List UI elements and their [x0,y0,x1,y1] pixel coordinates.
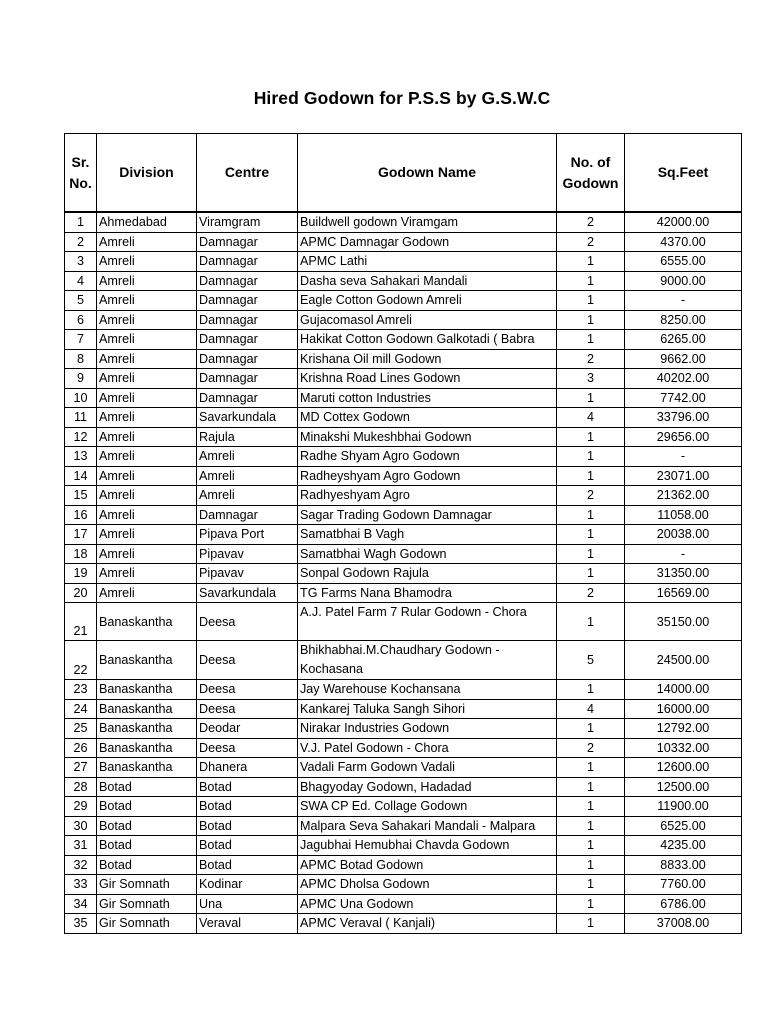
cell-godown-name: TG Farms Nana Bhamodra [298,583,557,603]
cell-sq-feet: 9662.00 [625,349,742,369]
header-sr-no: Sr. No. [65,134,97,213]
table-row [65,875,742,895]
cell-centre: Damnagar [197,505,298,525]
table-row [65,271,742,291]
cell-centre: Deesa [197,699,298,719]
cell-no-of-godown: 1 [557,505,625,525]
cell-division: Amreli [97,525,197,545]
cell-sq-feet: 33796.00 [625,408,742,428]
cell-no-of-godown: 1 [557,855,625,875]
cell-sr-no: 23 [65,680,97,700]
cell-godown-name: V.J. Patel Godown - Chora [298,738,557,758]
cell-sq-feet: 29656.00 [625,427,742,447]
table-row [65,447,742,467]
cell-centre: Savarkundala [197,408,298,428]
cell-division: Botad [97,777,197,797]
cell-sq-feet: - [625,291,742,311]
table-row [65,777,742,797]
cell-centre: Deesa [197,738,298,758]
cell-sr-no: 17 [65,525,97,545]
cell-godown-name: Krishana Oil mill Godown [298,349,557,369]
cell-no-of-godown: 1 [557,758,625,778]
cell-centre: Damnagar [197,388,298,408]
cell-sr-no: 20 [65,583,97,603]
cell-division: Gir Somnath [97,875,197,895]
cell-sr-no: 26 [65,738,97,758]
cell-godown-name: Minakshi Mukeshbhai Godown [298,427,557,447]
table-row [65,719,742,739]
cell-sr-no: 13 [65,447,97,467]
cell-sr-no: 33 [65,875,97,895]
cell-godown-name: SWA CP Ed. Collage Godown [298,797,557,817]
cell-godown-name: Sagar Trading Godown Damnagar [298,505,557,525]
cell-sq-feet: 14000.00 [625,680,742,700]
cell-no-of-godown: 1 [557,330,625,350]
cell-sr-no: 25 [65,719,97,739]
cell-no-of-godown: 1 [557,603,625,641]
cell-division: Amreli [97,505,197,525]
cell-sq-feet: 21362.00 [625,486,742,506]
cell-no-of-godown: 1 [557,816,625,836]
cell-no-of-godown: 1 [557,466,625,486]
cell-sq-feet: 12500.00 [625,777,742,797]
table-row [65,486,742,506]
cell-no-of-godown: 4 [557,408,625,428]
cell-godown-name: Dasha seva Sahakari Mandali [298,271,557,291]
cell-no-of-godown: 1 [557,525,625,545]
cell-centre: Deesa [197,603,298,641]
table-row [65,603,742,641]
cell-sq-feet: 6525.00 [625,816,742,836]
cell-division: Amreli [97,271,197,291]
cell-godown-name: Malpara Seva Sahakari Mandali - Malpara [298,816,557,836]
cell-division: Amreli [97,408,197,428]
cell-centre: Botad [197,816,298,836]
cell-division: Botad [97,797,197,817]
cell-godown-name: Kankarej Taluka Sangh Sihori [298,699,557,719]
cell-centre: Damnagar [197,252,298,272]
cell-godown-name: APMC Botad Godown [298,855,557,875]
table-row [65,525,742,545]
table-row [65,388,742,408]
cell-sq-feet: 6265.00 [625,330,742,350]
cell-division: Amreli [97,583,197,603]
cell-no-of-godown: 2 [557,738,625,758]
cell-centre: Damnagar [197,232,298,252]
cell-centre: Pipava Port [197,525,298,545]
cell-no-of-godown: 1 [557,544,625,564]
table-row [65,330,742,350]
cell-sq-feet: 7742.00 [625,388,742,408]
cell-no-of-godown: 1 [557,291,625,311]
godown-table [64,133,742,934]
table-row [65,699,742,719]
header-sq-feet: Sq.Feet [625,134,742,213]
table-row [65,738,742,758]
table-row [65,252,742,272]
cell-sq-feet: 12600.00 [625,758,742,778]
cell-centre: Veraval [197,914,298,934]
table-row [65,544,742,564]
cell-sr-no: 10 [65,388,97,408]
cell-centre: Damnagar [197,291,298,311]
cell-centre: Dhanera [197,758,298,778]
cell-godown-name: Eagle Cotton Godown Amreli [298,291,557,311]
cell-division: Banaskantha [97,641,197,680]
cell-sr-no: 35 [65,914,97,934]
cell-sr-no: 32 [65,855,97,875]
cell-division: Amreli [97,447,197,467]
cell-no-of-godown: 1 [557,680,625,700]
cell-sr-no: 9 [65,369,97,389]
cell-division: Amreli [97,388,197,408]
cell-sr-no: 7 [65,330,97,350]
cell-godown-name: APMC Damnagar Godown [298,232,557,252]
table-row [65,797,742,817]
table-row [65,564,742,584]
header-row [65,134,742,213]
cell-no-of-godown: 1 [557,797,625,817]
cell-sr-no: 4 [65,271,97,291]
table-body [65,212,742,933]
cell-sq-feet: 23071.00 [625,466,742,486]
cell-sq-feet: - [625,544,742,564]
table-row [65,232,742,252]
cell-sr-no: 11 [65,408,97,428]
cell-no-of-godown: 1 [557,564,625,584]
cell-centre: Pipavav [197,544,298,564]
cell-sq-feet: 20038.00 [625,525,742,545]
cell-sr-no: 12 [65,427,97,447]
cell-no-of-godown: 5 [557,641,625,680]
cell-centre: Rajula [197,427,298,447]
cell-godown-name: Bhagyoday Godown, Hadadad [298,777,557,797]
cell-sq-feet: 40202.00 [625,369,742,389]
cell-sr-no: 24 [65,699,97,719]
cell-sr-no: 15 [65,486,97,506]
table-row [65,310,742,330]
table-row [65,291,742,311]
cell-sr-no: 28 [65,777,97,797]
cell-godown-name: Radheyshyam Agro Godown [298,466,557,486]
header-centre: Centre [197,134,298,213]
cell-godown-name: Jay Warehouse Kochansana [298,680,557,700]
table-row [65,914,742,934]
cell-division: Banaskantha [97,699,197,719]
cell-division: Gir Somnath [97,914,197,934]
cell-division: Amreli [97,252,197,272]
cell-centre: Damnagar [197,330,298,350]
cell-sr-no: 18 [65,544,97,564]
cell-centre: Damnagar [197,310,298,330]
table-row [65,894,742,914]
document-title: Hired Godown for P.S.S by G.S.W.C [253,88,551,108]
cell-no-of-godown: 3 [557,369,625,389]
cell-centre: Una [197,894,298,914]
cell-division: Amreli [97,291,197,311]
cell-sq-feet: 42000.00 [625,212,742,232]
table-row [65,583,742,603]
cell-division: Amreli [97,427,197,447]
cell-division: Amreli [97,564,197,584]
cell-sq-feet: 8250.00 [625,310,742,330]
cell-sq-feet: 9000.00 [625,271,742,291]
table-header [65,134,742,213]
cell-sq-feet: 16000.00 [625,699,742,719]
cell-sr-no: 29 [65,797,97,817]
cell-godown-name: Hakikat Cotton Godown Galkotadi ( Babra [298,330,557,350]
table-row [65,212,742,232]
header-no-of-godown: No. of Godown [557,134,625,213]
cell-no-of-godown: 1 [557,894,625,914]
cell-godown-name: APMC Veraval ( Kanjali) [298,914,557,934]
cell-centre: Deodar [197,719,298,739]
cell-godown-name: Vadali Farm Godown Vadali [298,758,557,778]
table-row [65,505,742,525]
cell-sr-no: 16 [65,505,97,525]
cell-sr-no: 2 [65,232,97,252]
cell-division: Banaskantha [97,758,197,778]
cell-sq-feet: 4235.00 [625,836,742,856]
cell-division: Ahmedabad [97,212,197,232]
cell-sr-no: 27 [65,758,97,778]
cell-division: Amreli [97,330,197,350]
cell-division: Banaskantha [97,680,197,700]
cell-sr-no: 19 [65,564,97,584]
cell-no-of-godown: 1 [557,252,625,272]
cell-sq-feet: 16569.00 [625,583,742,603]
cell-no-of-godown: 1 [557,310,625,330]
cell-godown-name: APMC Una Godown [298,894,557,914]
cell-division: Amreli [97,349,197,369]
cell-godown-name: Radhe Shyam Agro Godown [298,447,557,467]
cell-godown-name: APMC Dholsa Godown [298,875,557,895]
cell-centre: Amreli [197,447,298,467]
cell-no-of-godown: 2 [557,349,625,369]
table-row [65,641,742,680]
cell-centre: Botad [197,797,298,817]
table-row [65,855,742,875]
cell-godown-name: Jagubhai Hemubhai Chavda Godown [298,836,557,856]
cell-division: Amreli [97,486,197,506]
table-row [65,680,742,700]
cell-division: Botad [97,855,197,875]
cell-sq-feet: 11900.00 [625,797,742,817]
cell-godown-name: Krishna Road Lines Godown [298,369,557,389]
cell-sr-no: 22 [65,641,97,680]
cell-sq-feet: 11058.00 [625,505,742,525]
cell-godown-name: Radhyeshyam Agro [298,486,557,506]
cell-godown-name: Samatbhai Wagh Godown [298,544,557,564]
cell-division: Banaskantha [97,738,197,758]
cell-division: Banaskantha [97,719,197,739]
cell-no-of-godown: 1 [557,875,625,895]
table-row [65,758,742,778]
cell-godown-name: APMC Lathi [298,252,557,272]
cell-centre: Pipavav [197,564,298,584]
cell-no-of-godown: 2 [557,232,625,252]
cell-godown-name: Sonpal Godown Rajula [298,564,557,584]
cell-no-of-godown: 2 [557,486,625,506]
cell-no-of-godown: 2 [557,583,625,603]
cell-godown-name: Samatbhai B Vagh [298,525,557,545]
cell-division: Amreli [97,310,197,330]
cell-sq-feet: 4370.00 [625,232,742,252]
cell-sr-no: 5 [65,291,97,311]
cell-no-of-godown: 4 [557,699,625,719]
cell-sq-feet: 35150.00 [625,603,742,641]
header-division: Division [97,134,197,213]
cell-godown-name: A.J. Patel Farm 7 Rular Godown - Chora [298,603,557,641]
cell-godown-name: Gujacomasol Amreli [298,310,557,330]
cell-godown-name: Buildwell godown Viramgam [298,212,557,232]
cell-sr-no: 8 [65,349,97,369]
cell-sq-feet: 31350.00 [625,564,742,584]
cell-no-of-godown: 1 [557,914,625,934]
cell-no-of-godown: 1 [557,836,625,856]
cell-sr-no: 31 [65,836,97,856]
cell-centre: Damnagar [197,369,298,389]
cell-centre: Damnagar [197,349,298,369]
cell-godown-name: Maruti cotton Industries [298,388,557,408]
cell-centre: Amreli [197,486,298,506]
cell-division: Gir Somnath [97,894,197,914]
table-row [65,408,742,428]
cell-godown-name: Bhikhabhai.M.Chaudhary Godown - Kochasana [298,641,557,680]
cell-division: Banaskantha [97,603,197,641]
cell-division: Botad [97,816,197,836]
cell-sq-feet: - [625,447,742,467]
cell-centre: Savarkundala [197,583,298,603]
cell-centre: Amreli [197,466,298,486]
cell-centre: Kodinar [197,875,298,895]
table-row [65,816,742,836]
cell-centre: Deesa [197,641,298,680]
cell-sr-no: 3 [65,252,97,272]
cell-sq-feet: 24500.00 [625,641,742,680]
cell-centre: Deesa [197,680,298,700]
header-godown-name: Godown Name [298,134,557,213]
cell-no-of-godown: 2 [557,212,625,232]
cell-sq-feet: 7760.00 [625,875,742,895]
cell-sq-feet: 6786.00 [625,894,742,914]
cell-centre: Botad [197,836,298,856]
cell-sq-feet: 10332.00 [625,738,742,758]
table-row [65,427,742,447]
cell-centre: Viramgram [197,212,298,232]
cell-sq-feet: 12792.00 [625,719,742,739]
cell-sr-no: 21 [65,603,97,641]
table-row [65,369,742,389]
cell-sr-no: 6 [65,310,97,330]
cell-godown-name: MD Cottex Godown [298,408,557,428]
cell-centre: Botad [197,777,298,797]
cell-sr-no: 34 [65,894,97,914]
cell-sr-no: 1 [65,212,97,232]
table-row [65,349,742,369]
cell-division: Amreli [97,466,197,486]
cell-no-of-godown: 1 [557,271,625,291]
cell-centre: Damnagar [197,271,298,291]
cell-division: Amreli [97,544,197,564]
cell-no-of-godown: 1 [557,777,625,797]
cell-sq-feet: 6555.00 [625,252,742,272]
cell-sr-no: 14 [65,466,97,486]
cell-no-of-godown: 1 [557,388,625,408]
cell-division: Amreli [97,232,197,252]
table-row [65,836,742,856]
cell-division: Botad [97,836,197,856]
cell-no-of-godown: 1 [557,719,625,739]
table-row [65,466,742,486]
cell-sq-feet: 37008.00 [625,914,742,934]
cell-division: Amreli [97,369,197,389]
cell-centre: Botad [197,855,298,875]
cell-sr-no: 30 [65,816,97,836]
cell-godown-name: Nirakar Industries Godown [298,719,557,739]
cell-no-of-godown: 1 [557,447,625,467]
cell-sq-feet: 8833.00 [625,855,742,875]
cell-no-of-godown: 1 [557,427,625,447]
